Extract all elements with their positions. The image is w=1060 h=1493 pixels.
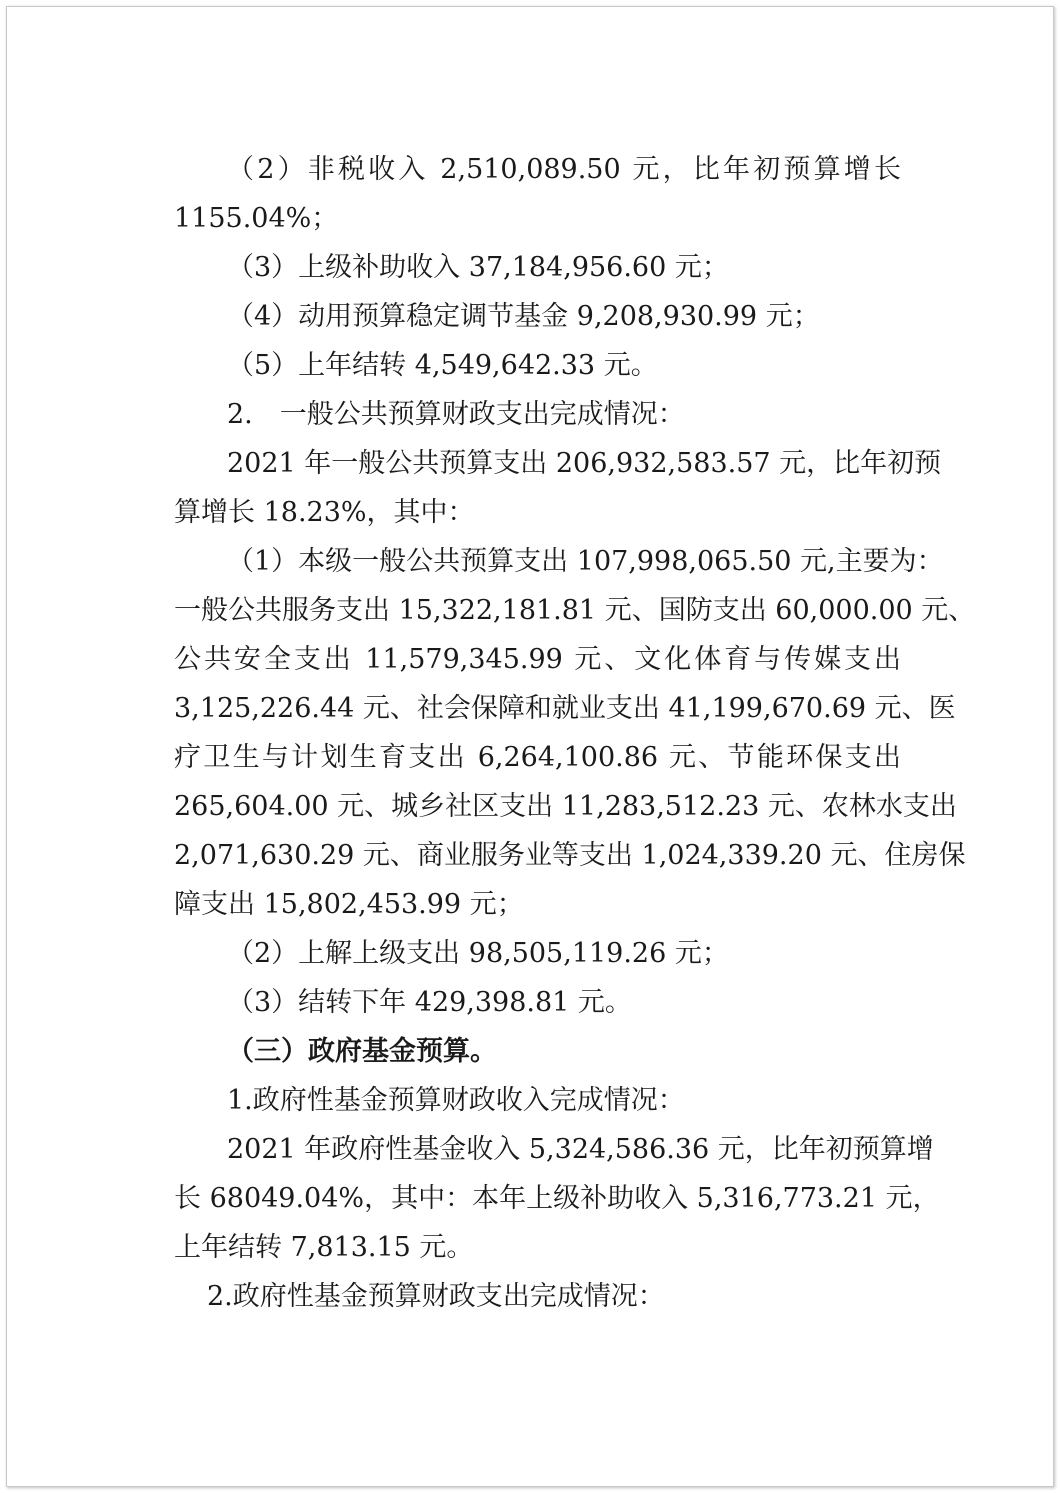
paragraph-line: 长 68049.04%，其中：本年上级补助收入 5,316,773.21 元， <box>174 1183 940 1214</box>
paragraph-line: （4）动用预算稳定调节基金 9,208,930.99 元； <box>227 301 820 332</box>
paragraph-line: 2021 年政府性基金收入 5,324,586.36 元，比年初预算增 <box>227 1134 934 1165</box>
paragraph-line: （1）本级一般公共预算支出 107,998,065.50 元,主要为： <box>227 546 944 577</box>
paragraph-line: 2,071,630.29 元、商业服务业等支出 1,024,339.20 元、住房保 <box>174 840 966 871</box>
paragraph-line: 3,125,226.44 元、社会保障和就业支出 41,199,670.69 元、医 <box>174 693 956 724</box>
section-heading: （三）政府基金预算。 <box>227 1036 497 1067</box>
paragraph-line: 一般公共服务支出 15,322,181.81 元、国防支出 60,000.00 元、 <box>174 595 976 626</box>
section-heading: 1.政府性基金预算财政收入完成情况： <box>227 1085 685 1116</box>
document-page <box>6 6 1054 1487</box>
section-heading: 2.政府性基金预算财政支出完成情况： <box>207 1281 665 1312</box>
paragraph-line: 疗卫生与计划生育支出 6,264,100.86 元、节能环保支出 <box>174 742 901 773</box>
paragraph-line: （3）结转下年 429,398.81 元。 <box>227 987 632 1018</box>
paragraph-line: 上年结转 7,813.15 元。 <box>174 1232 474 1263</box>
paragraph-line: （2）非税收入 2,510,089.50 元，比年初预算增长 <box>227 154 901 185</box>
paragraph-line: （2）上解上级支出 98,505,119.26 元； <box>227 938 729 969</box>
paragraph-line: 算增长 18.23%，其中： <box>174 497 475 528</box>
paragraph-line: 265,604.00 元、城乡社区支出 11,283,512.23 元、农林水支出 <box>174 791 957 822</box>
paragraph-line: 2021 年一般公共预算支出 206,932,583.57 元，比年初预 <box>227 448 942 479</box>
paragraph-line: 公共安全支出 11,579,345.99 元、文化体育与传媒支出 <box>174 644 901 675</box>
section-heading: 2. 一般公共预算财政支出完成情况： <box>227 399 685 430</box>
paragraph-line: （5）上年结转 4,549,642.33 元。 <box>227 350 658 381</box>
paragraph-line: 障支出 15,802,453.99 元； <box>174 889 524 920</box>
paragraph-line: （3）上级补助收入 37,184,956.60 元； <box>227 252 729 283</box>
paragraph-line: 1155.04%； <box>174 203 339 234</box>
